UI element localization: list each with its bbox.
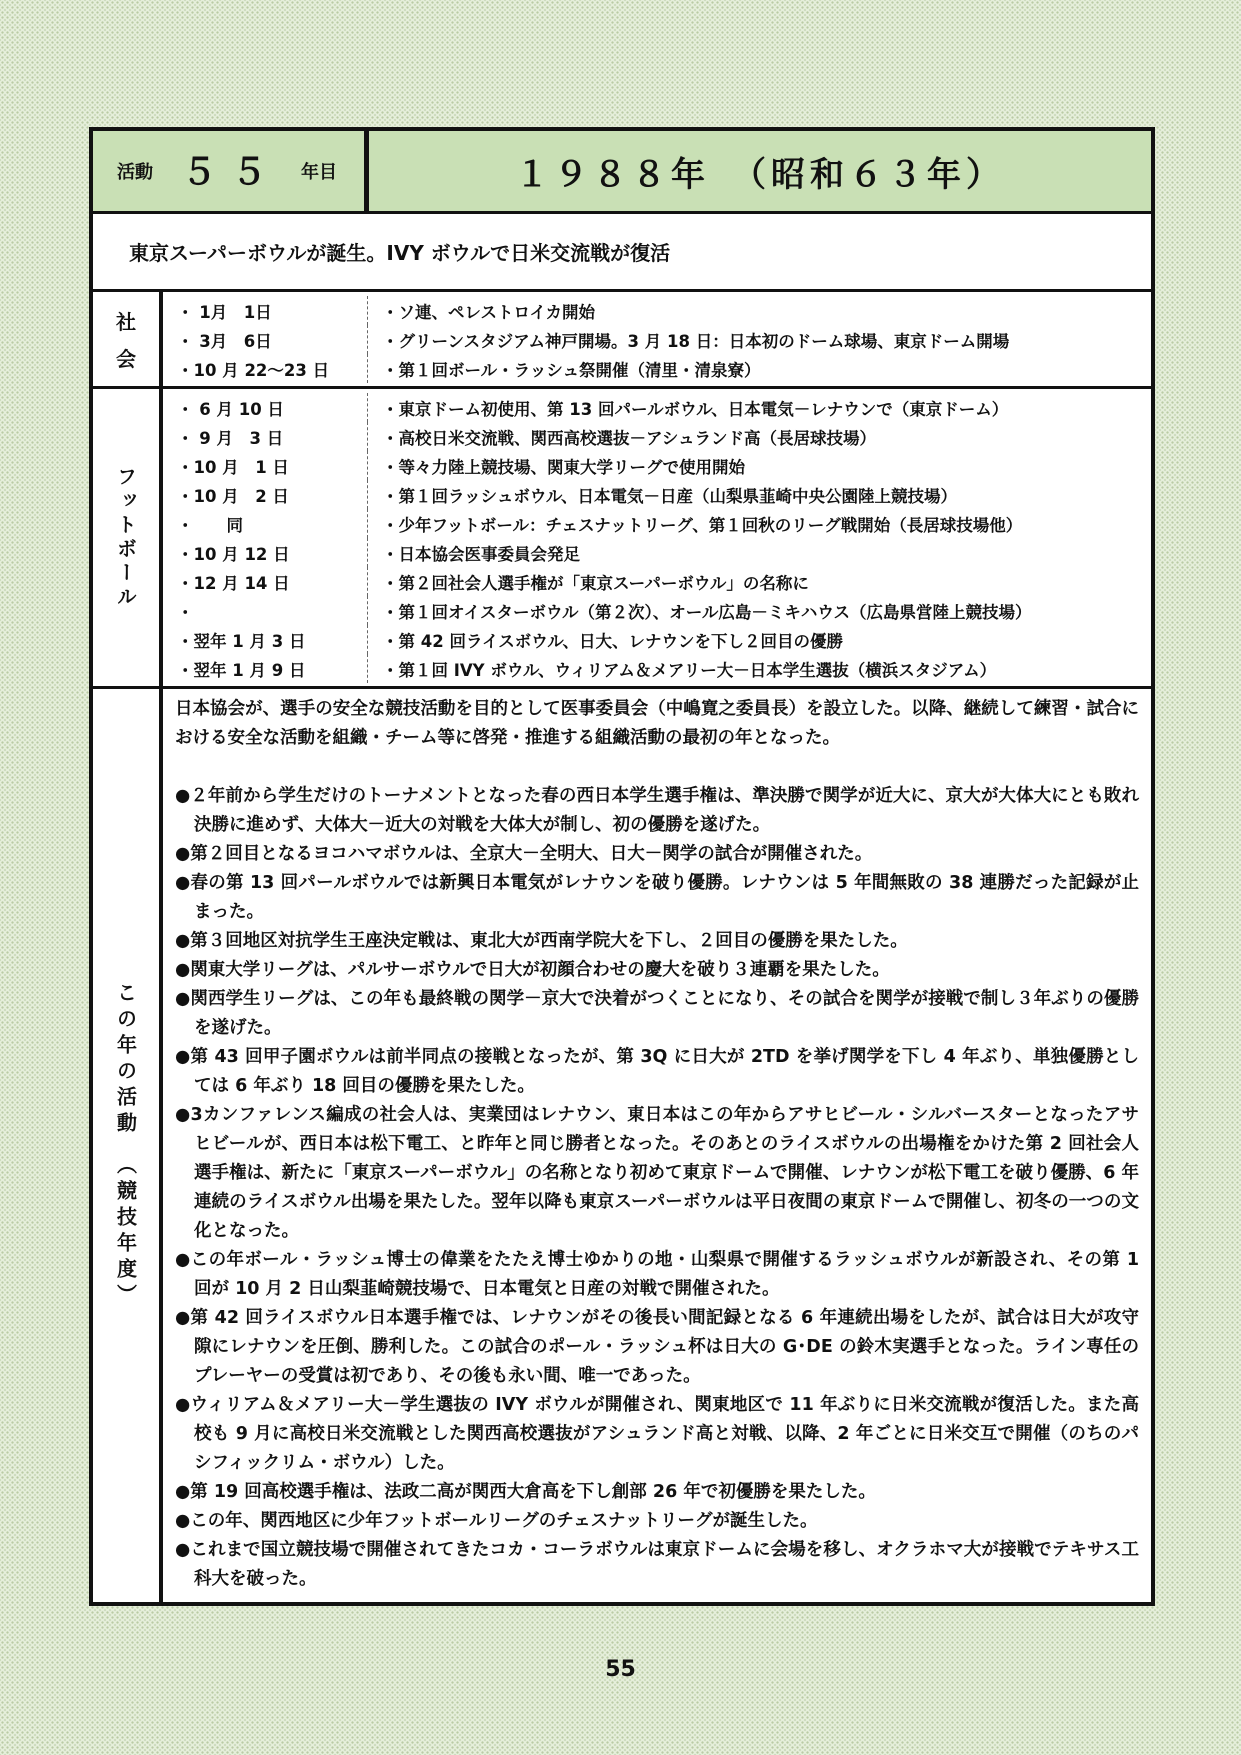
headline: 東京スーパーボウルが誕生。IVY ボウルで日米交流戦が復活 (93, 214, 1151, 292)
society-label-top: 社 (116, 310, 136, 334)
football-label: フットボール (93, 389, 163, 686)
football-row-date: ・ 同 (163, 509, 368, 538)
activity-bullet: ●3カンファレンス編成の社会人は、実業団はレナウン、東日本はこの年からアサヒビール・シルバースターとなったアサヒビールが、西日本は松下電工、と昨年と同じ勝者となった。そのあとのライスボウルの出場権をかけた第 2 回社会人選手権は、新たに「東京スーパーボウル」の名称となり初めて東京ドームで開催、レナウンが松下電工を破り優勝、6 年連続のライスボウル出場を果たした。翌年以降も東京スーパーボウルは平日夜間の東京ドームで開催し、初冬の一つの文化となった。 (175, 1105, 1139, 1241)
year-summary-sheet (89, 127, 1155, 1606)
football-row-date: ・10 月 12 日 (163, 538, 368, 567)
society-row-event: ・第１回ボール・ラッシュ祭開催（清里・清泉寮） (382, 360, 761, 380)
society-row-date: ・10 月 22～23 日 (163, 354, 368, 383)
activity-count-cell (93, 131, 369, 211)
activity-bullet: ●第３回地区対抗学生王座決定戦は、東北大が西南学院大を下し、２回目の優勝を果たした。 (175, 931, 908, 951)
society-row-event: ・グリーンスタジアム神戸開場。3 月 18 日：日本初のドーム球場、東京ドーム開場 (382, 331, 1010, 351)
society-row (163, 354, 1151, 383)
society-row-event: ・ソ連、ペレストロイカ開始 (382, 302, 596, 322)
activity-body (163, 689, 1151, 1602)
football-rows (163, 389, 1151, 686)
society-label-bottom: 会 (116, 347, 136, 371)
activity-bullet: ●この年、関西地区に少年フットボールリーグのチェスナットリーグが誕生した。 (175, 1511, 818, 1531)
activity-number: ５５ (181, 151, 282, 193)
activity-bullet: ●第 42 回ライスボウル日本選手権では、レナウンがその後長い間記録となる 6 年連続出場をしたが、試合は日大が攻守隙にレナウンを圧倒、勝利した。この試合のポール・ラッシュ杯は日大の G･DE の鈴木実選手となった。ライン専任のプレーヤーの受賞は初であり、その後も永い間、唯一であった。 (175, 1308, 1139, 1386)
football-row-event: ・第２回社会人選手権が「東京スーパーボウル」の名称に (382, 573, 809, 593)
football-row (163, 393, 1151, 422)
football-row-date: ・翌年 1 月 3 日 (163, 625, 368, 654)
football-row-date: ・ 9 月 3 日 (163, 422, 368, 451)
football-row-date: ・ (163, 596, 368, 625)
football-row (163, 480, 1151, 509)
football-row (163, 451, 1151, 480)
football-row-event: ・第１回 IVY ボウル、ウィリアム＆メアリー大－日本学生選抜（横浜スタジアム） (382, 660, 997, 680)
football-row-date: ・翌年 1 月 9 日 (163, 654, 368, 683)
activity-bullet: ●これまで国立競技場で開催されてきたコカ・コーラボウルは東京ドームに会場を移し、オクラホマ大が接戦でテキサス工科大を破った。 (175, 1540, 1139, 1589)
football-section (93, 389, 1151, 689)
football-row-event: ・東京ドーム初使用、第 13 回パールボウル、日本電気－レナウンで（東京ドーム） (382, 399, 1009, 419)
football-row-event: ・第１回ラッシュボウル、日本電気－日産（山梨県韮崎中央公園陸上競技場） (382, 486, 958, 506)
football-row-date: ・12 月 14 日 (163, 567, 368, 596)
society-row-date: ・ 3月 6日 (163, 325, 368, 354)
society-rows (163, 292, 1151, 386)
football-row-event: ・等々力陸上競技場、関東大学リーグで使用開始 (382, 457, 745, 477)
year-title: １９８８年 （昭和６３年） (515, 154, 1005, 195)
football-row-event: ・第１回オイスターボウル（第２次）、オール広島－ミキハウス（広島県営陸上競技場） (382, 602, 1032, 622)
society-row (163, 325, 1151, 354)
football-row-date: ・10 月 2 日 (163, 480, 368, 509)
activity-bullet: ●春の第 13 回パールボウルでは新興日本電気がレナウンを破り優勝。レナウンは 5 年間無敗の 38 連勝だった記録が止まった。 (175, 873, 1139, 922)
activity-bullet: ●この年ボール・ラッシュ博士の偉業をたたえ博士ゆかりの地・山梨県で開催するラッシュボウルが新設され、その第 1 回が 10 月 2 日山梨韮崎競技場で、日本電気と日産の対戦で開催された。 (175, 1250, 1139, 1299)
society-section (93, 292, 1151, 389)
society-row (163, 296, 1151, 325)
activity-bullet: ●ウィリアム＆メアリー大－学生選抜の IVY ボウルが開催され、関東地区で 11 年ぶりに日米交流戦が復活した。また高校も 9 月に高校日米交流戦とした関西高校選抜がアシュランド高と対戦、以降、2 年ごとに日米交互で開催（のちのパシフィックリム・ボウル）した。 (175, 1395, 1139, 1473)
football-row-event: ・高校日米交流戦、関西高校選抜－アシュランド高（長居球技場） (382, 428, 877, 448)
activity-intro: 日本協会が、選手の安全な競技活動を目的として医事委員会（中嶋寛之委員長）を設立した。以降、継続して練習・試合における安全な活動を組織・チーム等に啓発・推進する組織活動の最初の年となった。 (175, 699, 1139, 748)
activity-bullet: ●第２回目となるヨコハマボウルは、全京大－全明大、日大－関学の試合が開催された。 (175, 844, 873, 864)
activity-section-label: この年の活動 （競技年度） (93, 689, 163, 1602)
football-row (163, 422, 1151, 451)
football-row-event: ・第 42 回ライスボウル、日大、レナウンを下し２回目の優勝 (382, 631, 843, 651)
football-row (163, 567, 1151, 596)
society-label (93, 292, 163, 386)
football-row-date: ・ 6 月 10 日 (163, 393, 368, 422)
football-row-date: ・10 月 1 日 (163, 451, 368, 480)
activity-label: 活動 (117, 162, 153, 183)
header-row (93, 131, 1151, 214)
activity-suffix: 年目 (301, 162, 338, 183)
activity-bullet: ●第 43 回甲子園ボウルは前半同点の接戦となったが、第 3Q に日大が 2TD を挙げ関学を下し 4 年ぶり、単独優勝としては 6 年ぶり 18 回目の優勝を果たした。 (175, 1047, 1139, 1096)
activity-bullet: ●関東大学リーグは、パルサーボウルで日大が初顔合わせの慶大を破り３連覇を果たした。 (175, 960, 890, 980)
activity-bullet: ●第 19 回高校選手権は、法政二高が関西大倉高を下し創部 26 年で初優勝を果たした。 (175, 1482, 876, 1502)
football-row (163, 509, 1151, 538)
football-row-event: ・日本協会医事委員会発足 (382, 544, 580, 564)
football-row-event: ・少年フットボール：チェスナットリーグ、第１回秋のリーグ戦開始（長居球技場他） (382, 515, 1023, 535)
football-row (163, 596, 1151, 625)
football-row (163, 625, 1151, 654)
activity-bullet: ●関西学生リーグは、この年も最終戦の関学－京大で決着がつくことになり、その試合を関学が接戦で制し３年ぶりの優勝を遂げた。 (175, 989, 1139, 1038)
activity-section (93, 689, 1151, 1602)
football-row (163, 654, 1151, 683)
page-number: 55 (605, 1657, 636, 1682)
society-row-date: ・ 1月 1日 (163, 296, 368, 325)
activity-bullet: ●２年前から学生だけのトーナメントとなった春の西日本学生選手権は、準決勝で関学が近大に、京大が大体大にとも敗れ決勝に進めず、大体大－近大の対戦を大体大が制し、初の優勝を遂げた。 (175, 786, 1139, 835)
football-row (163, 538, 1151, 567)
